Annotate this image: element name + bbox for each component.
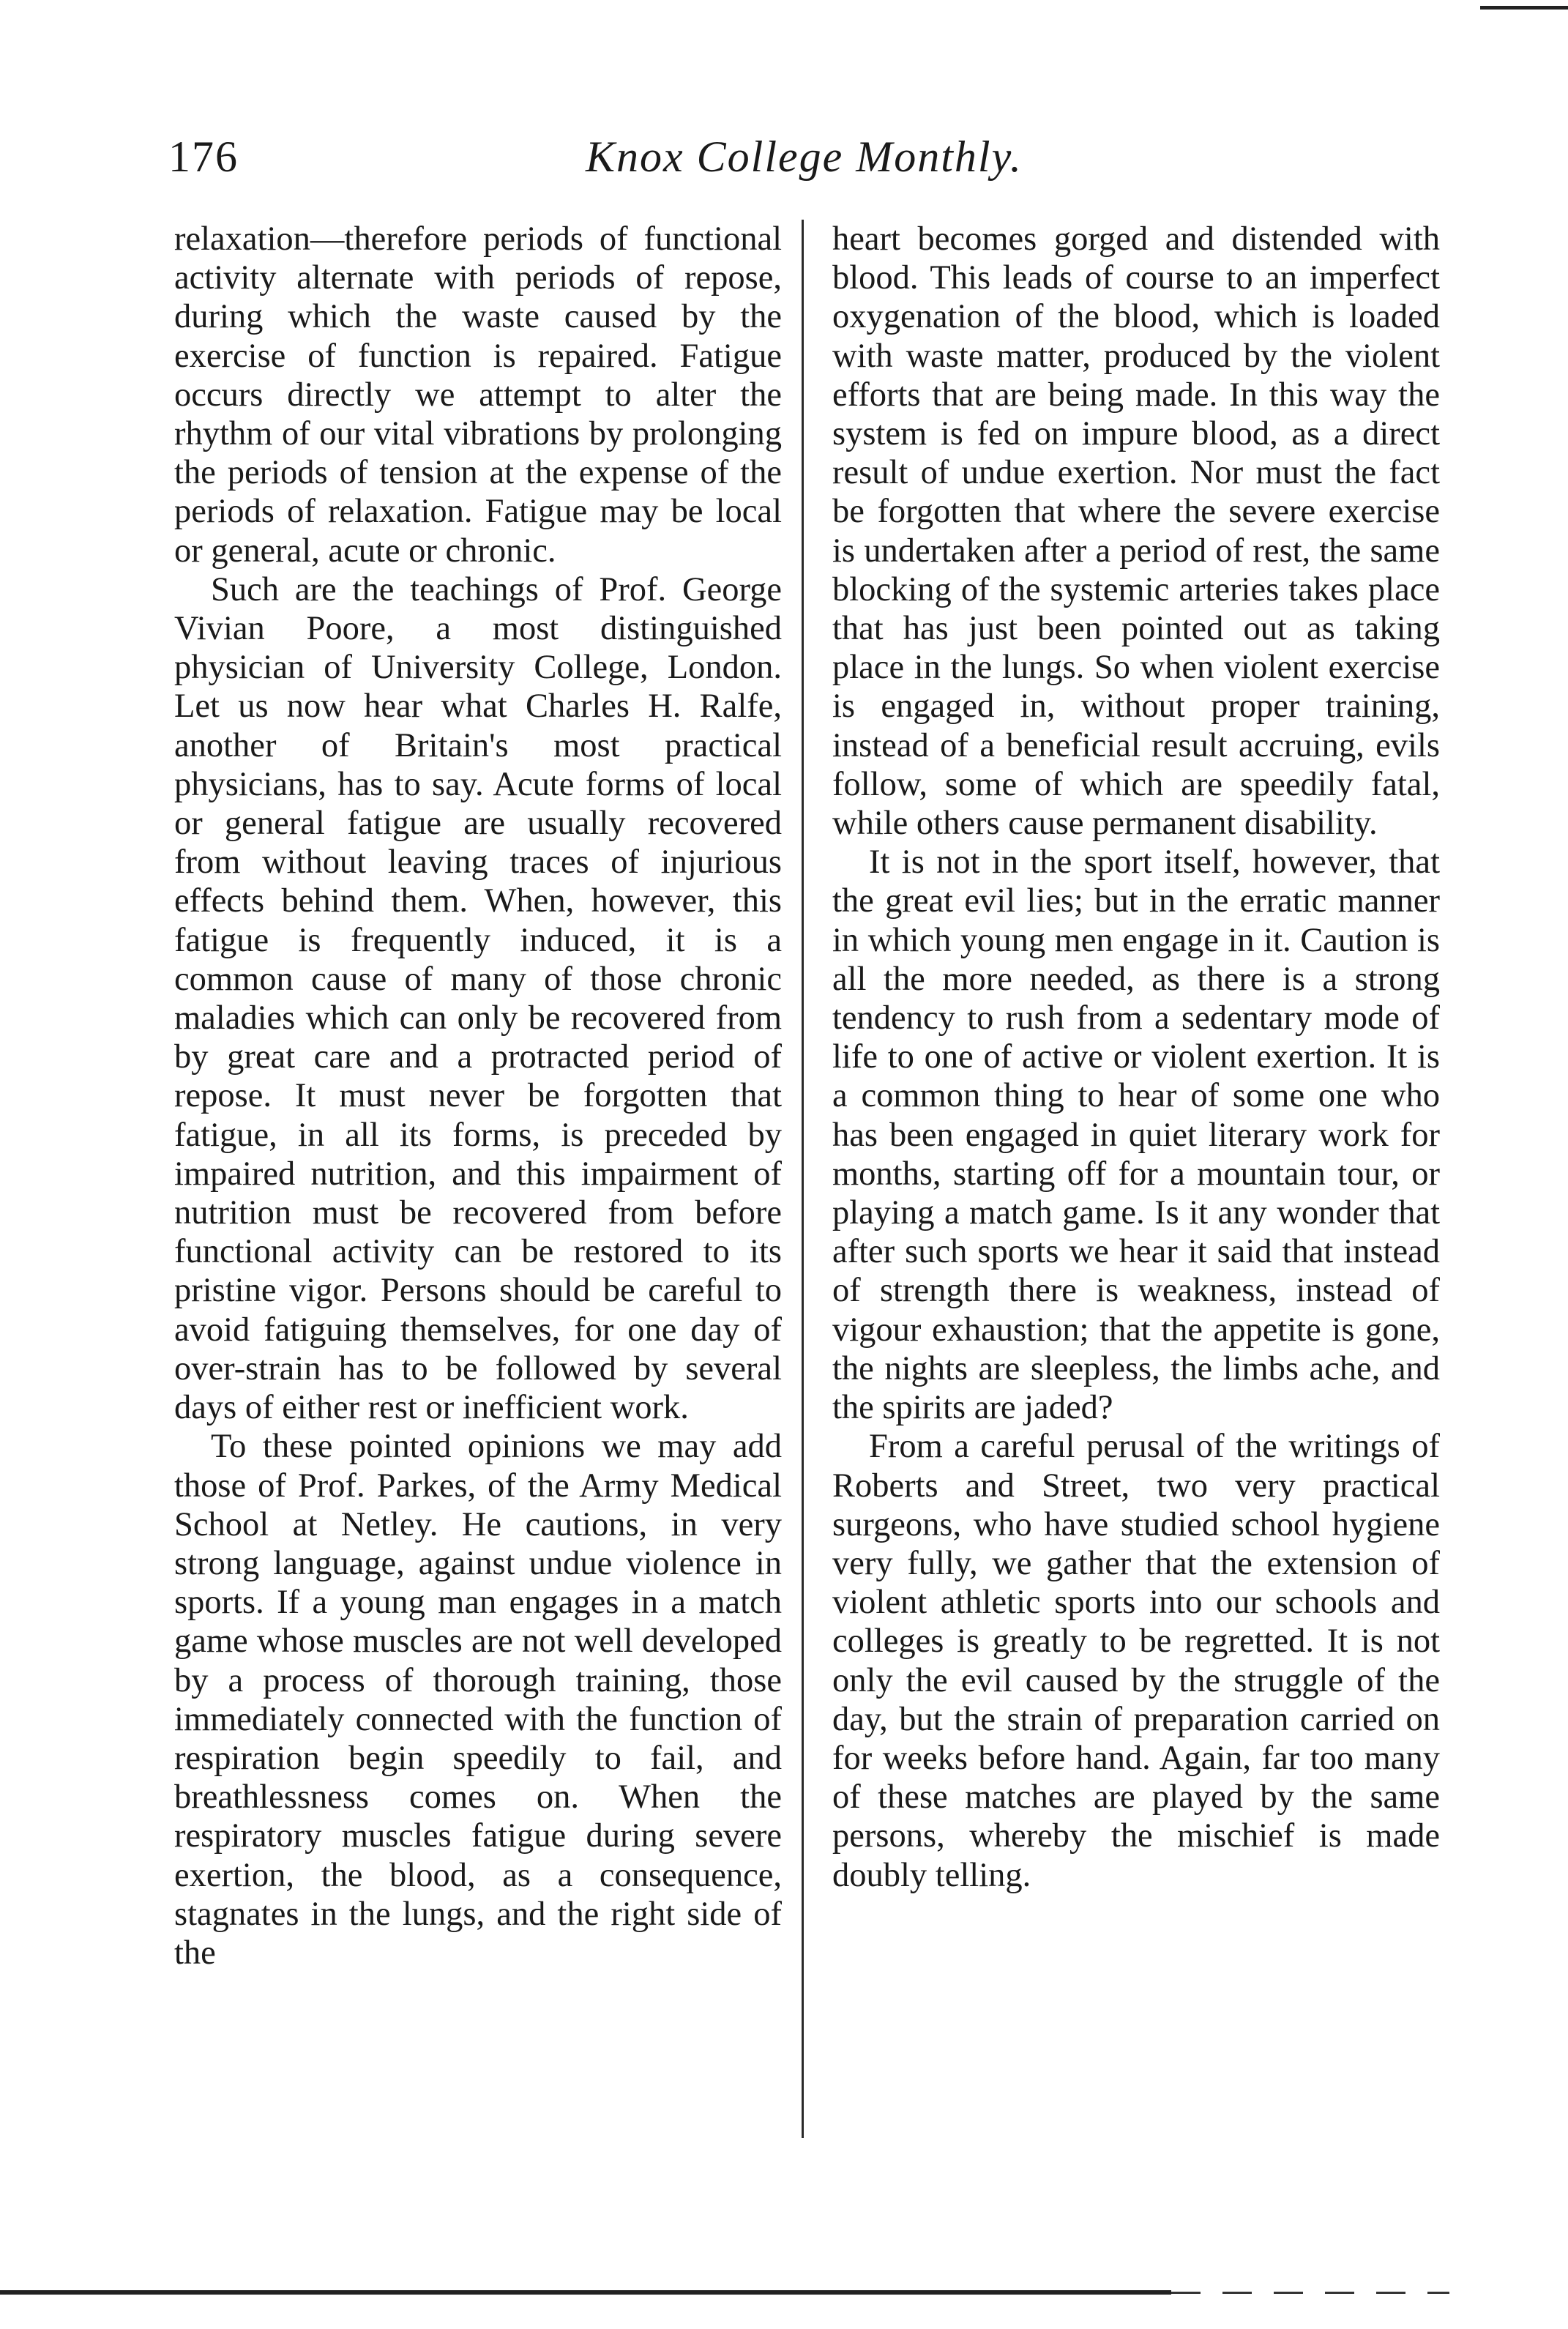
paragraph: Such are the teachings of Prof. George Vivian Poore, a most distinguished physician of University College, London. Let us now hear what Charles H. Ralfe, another of Britain's most practical physicians, has to say. Acute forms of local or general fatigue are usually recovered from without leaving traces of injurious effects behind them. When, however, this fatigue is frequently induced, it is a common cause of many of those chronic maladies which can only be recovered from by great care and a protracted period of repose. It must never be forgotten that fatigue, in all its forms, is preceded by impaired nutrition, and this impairment of nutrition must be recovered from before functional activity can be restored to its pristine vigor. Persons should be careful to avoid fatiguing themselves, for one day of over-strain has to be followed by several days of either rest or inefficient work. <box>174 570 782 1427</box>
page-number: 176 <box>168 133 239 181</box>
paragraph: It is not in the sport itself, however, that the great evil lies; but in the erratic manner in which young men engage in it. Caution is all the more needed, as there is a strong tendency to rush from a sedentary mode of life to one of active or violent exertion. It is a common thing to hear of some one who has been engaged in quiet literary work for months, starting off for a mountain tour, or playing a match game. Is it any wonder that after such sports we hear it said that instead of strength there is weakness, instead of vigour exhaustion; that the appetite is gone, the nights are sleepless, the limbs ache, and the spirits are jaded? <box>832 843 1440 1427</box>
column-divider <box>802 220 804 2138</box>
bottom-rule <box>0 2290 1171 2295</box>
left-column <box>174 220 782 1972</box>
paragraph: From a careful perusal of the writings of Roberts and Street, two very practical surgeons, who have studied school hygiene very fully, we gather that the extension of violent athletic sports into our schools and colleges is greatly to be regretted. It is not only the evil caused by the struggle of the day, but the strain of preparation carried on for weeks before hand. Again, far too many of these matches are played by the same persons, whereby the mischief is made doubly telling. <box>832 1428 1440 1894</box>
paragraph: heart becomes gorged and distended with blood. This leads of course to an imperfect oxygenation of the blood, which is loaded with waste matter, produced by the violent efforts that are being made. In this way the system is fed on impure blood, as a direct result of undue exertion. Nor must the fact be forgotten that where the severe exercise is undertaken after a period of rest, the same blocking of the systemic arteries takes place that has just been pointed out as taking place in the lungs. So when violent exercise is engaged in, without proper training, instead of a beneficial result accruing, evils follow, some of which are speedily fatal, while others cause permanent disability. <box>832 220 1440 843</box>
right-column <box>832 220 1440 1895</box>
paragraph: To these pointed opinions we may add those of Prof. Parkes, of the Army Medical School at Netley. He cautions, in very strong language, against undue violence in sports. If a young man engages in a match game whose muscles are not well developed by a process of thorough training, those immediately connected with the function of respiration begin speedily to fail, and breathlessness comes on. When the respiratory muscles fatigue during severe exertion, the blood, as a consequence, stagnates in the lungs, and the right side of the <box>174 1428 782 1972</box>
bottom-rule-tail <box>1171 2292 1449 2294</box>
top-edge-mark <box>1480 6 1568 10</box>
running-title: Knox College Monthly. <box>586 133 1023 181</box>
page-header <box>168 132 1457 198</box>
paragraph: relaxation—therefore periods of functional activity alternate with periods of repose, during which the waste caused by the exercise of function is repaired. Fatigue occurs directly we attempt to alter the rhythm of our vital vibrations by prolonging the periods of tension at the expense of the periods of relaxation. Fatigue may be local or general, acute or chronic. <box>174 220 782 570</box>
